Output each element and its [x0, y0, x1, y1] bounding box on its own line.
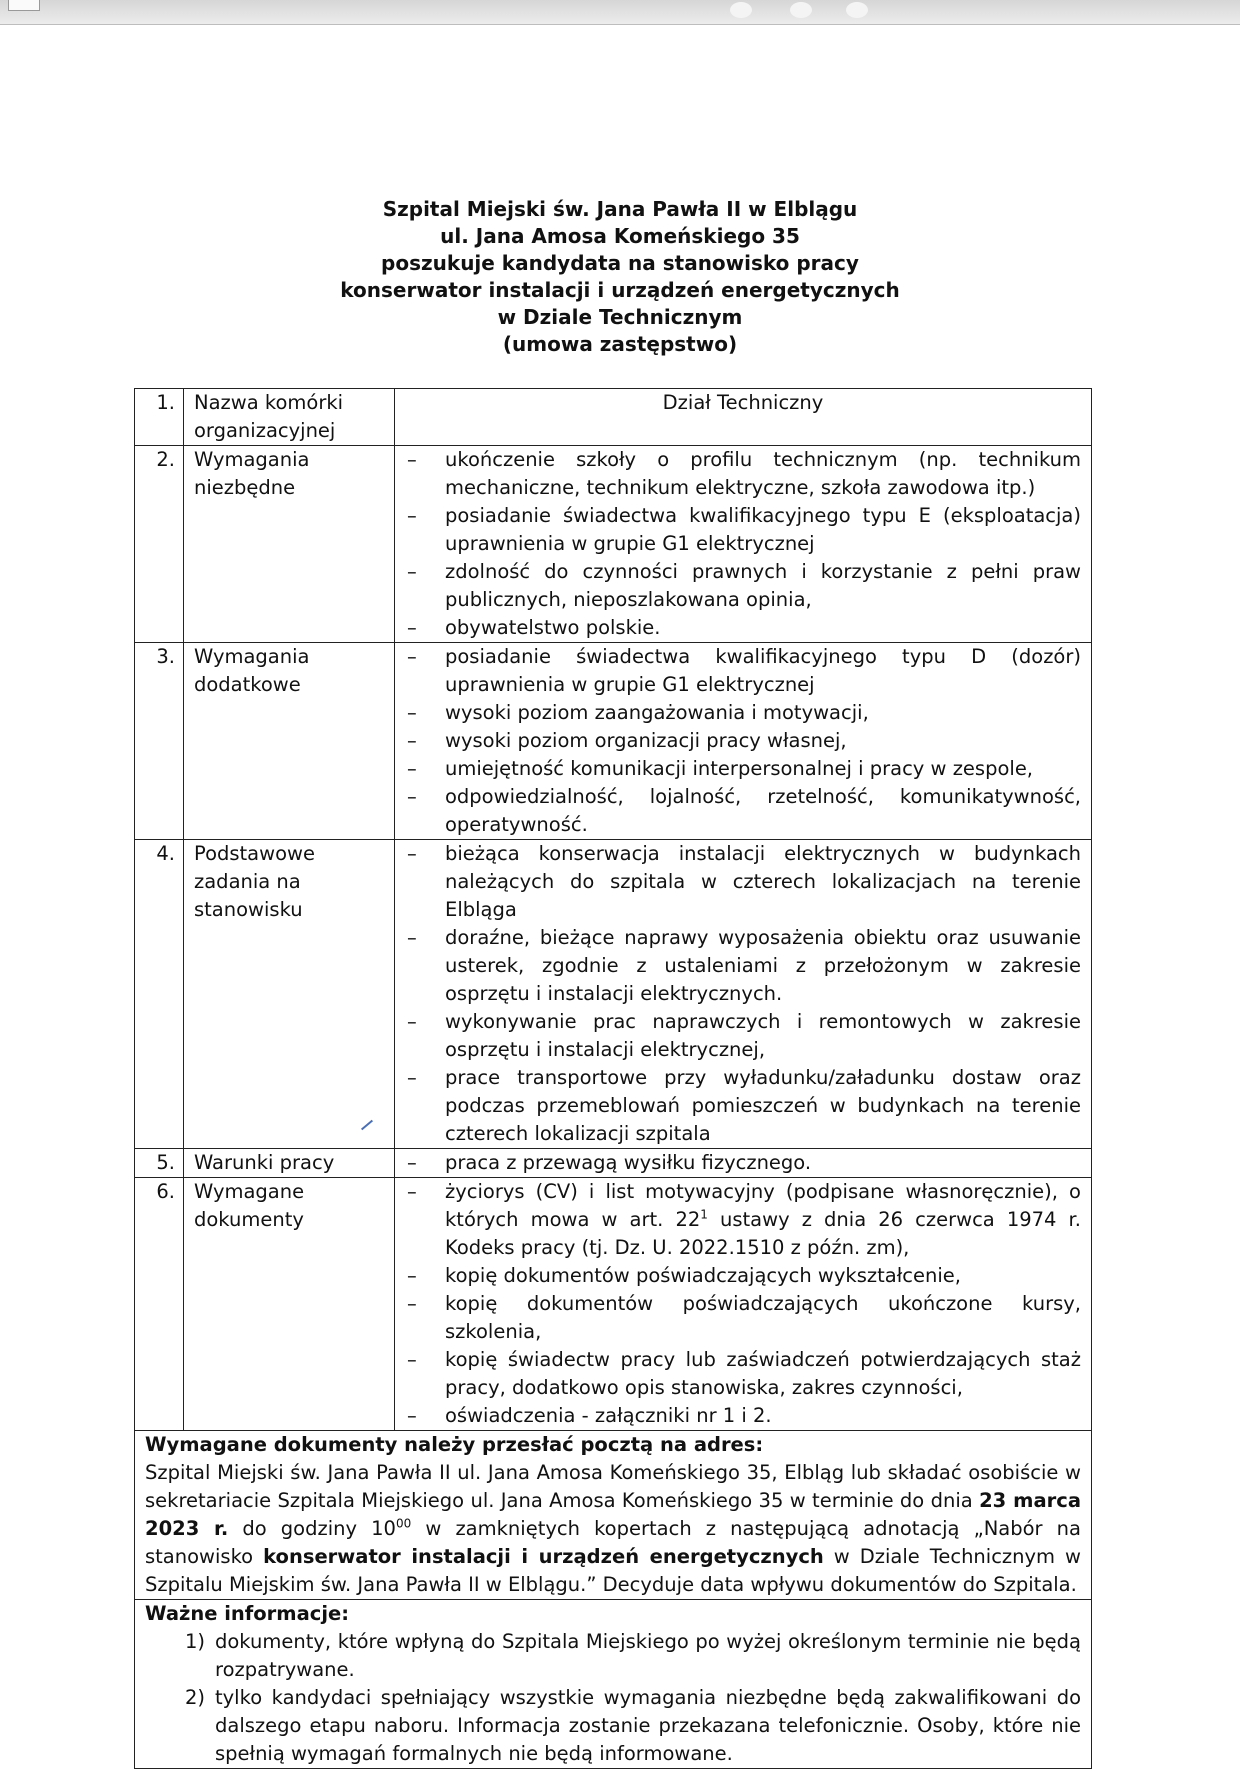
time-superscript: 00	[395, 1516, 412, 1531]
list-item	[405, 1178, 1081, 1262]
document-header	[160, 196, 1080, 358]
scan-notch	[790, 2, 812, 18]
list-item: – umiejętność komunikacji interpersonalnej i pracy w zespole,	[405, 755, 1081, 783]
row-label: Podstawowe zadania na stanowisku	[184, 840, 395, 1149]
scan-notch	[730, 2, 752, 18]
department-value: Dział Techniczny	[395, 389, 1092, 446]
row-label: Wymagania dodatkowe	[184, 643, 395, 840]
header-position: konserwator instalacji i urządzeń energetycznych	[340, 278, 900, 302]
list-item	[185, 1684, 1081, 1768]
scanner-edge	[0, 0, 1240, 25]
scan-notch	[846, 2, 868, 18]
table-row	[135, 643, 1092, 840]
list-item: – kopię dokumentów poświadczających wykształcenie,	[405, 1262, 1081, 1290]
row-number: 5.	[135, 1149, 184, 1178]
row-label: Nazwa komórki organizacyjnej	[184, 389, 395, 446]
table-row	[135, 1149, 1092, 1178]
list-item: – wykonywanie prac naprawczych i remontowych w zakresie osprzętu i instalacji elektrycznej,	[405, 1008, 1081, 1064]
deadline-date: 23 marca 2023 r.	[145, 1489, 1081, 1540]
info-list	[145, 1628, 1081, 1768]
header-department: w Dziale Technicznym	[497, 305, 743, 329]
list-item: – bieżąca konserwacja instalacji elektrycznych w budynkach należących do szpitala w czterech lokalizacjach na terenie Elbląga	[405, 840, 1081, 924]
documents-list	[405, 1178, 1081, 1430]
list-item: – posiadanie świadectwa kwalifikacyjnego typu E (eksploatacja) uprawnienia w grupie G1 elektrycznej	[405, 502, 1081, 558]
table-row	[135, 840, 1092, 1149]
row-number: 6.	[135, 1178, 184, 1431]
submission-text-part: Szpital Miejski św. Jana Pawła II ul. Jana Amosa Komeńskiego 35, Elbląg lub składać osobiście w sekretariacie Szpitala Miejskiego ul. Jana Amosa Komeńskiego 35 w terminie do dnia	[145, 1461, 1081, 1512]
item-text: dokumenty, które wpłyną do Szpitala Miejskiego po wyżej określonym terminie nie będą rozpatrywane.	[215, 1630, 1081, 1681]
list-item: – ukończenie szkoły o profilu technicznym (np. technikum mechaniczne, technikum elektryczne, szkoła zawodowa itp.)	[405, 446, 1081, 502]
info-heading: Ważne informacje:	[145, 1602, 350, 1625]
row-number: 1.	[135, 389, 184, 446]
header-contract: (umowa zastępstwo)	[502, 332, 738, 356]
row-label: Warunki pracy	[184, 1149, 395, 1178]
submission-text-part: do godziny 10	[228, 1517, 396, 1540]
cv-text: życiorys (CV) i list motywacyjny (podpisane własnoręcznie), o których mowa w art. 22	[445, 1180, 1081, 1231]
list-item: – posiadanie świadectwa kwalifikacyjnego typu D (dozór) uprawnienia w grupie G1 elektrycznej	[405, 643, 1081, 699]
list-item: – kopię dokumentów poświadczających ukończone kursy, szkolenia,	[405, 1290, 1081, 1346]
list-item: – prace transportowe przy wyładunku/załadunku dostaw oraz podczas przemeblowań pomieszczeń w budynkach na terenie czterech lokalizacji szpitala	[405, 1064, 1081, 1148]
position-name: konserwator instalacji i urządzeń energetycznych	[263, 1545, 824, 1568]
required-list	[405, 446, 1081, 642]
submission-text-part: w Dziale Technicznym w Szpitalu Miejskim św. Jana Pawła II w Elblągu.” Decyduje data wpływu dokumentów do Szpitala.	[145, 1545, 1082, 1596]
list-item: – zdolność do czynności prawnych i korzystanie z pełni praw publicznych, nieposzlakowana opinia,	[405, 558, 1081, 614]
list-item: – praca z przewagą wysiłku fizycznego.	[405, 1149, 1081, 1177]
table-row	[135, 1178, 1092, 1431]
list-item	[185, 1628, 1081, 1684]
header-hospital-name: Szpital Miejski św. Jana Pawła II w Elblągu	[382, 197, 858, 221]
list-item: – doraźne, bieżące naprawy wyposażenia obiektu oraz usuwanie usterek, zgodnie z ustaleniami z przełożonym w zakresie osprzętu i instalacji elektrycznych.	[405, 924, 1081, 1008]
table-row	[135, 389, 1092, 446]
item-number: 1)	[185, 1630, 206, 1653]
job-offer-table	[134, 388, 1092, 1769]
article-superscript: 1	[700, 1207, 708, 1222]
table-row	[135, 1431, 1092, 1600]
row-number: 2.	[135, 446, 184, 643]
tasks-list	[405, 840, 1081, 1148]
additional-list	[405, 643, 1081, 839]
row-label: Wymagania niezbędne	[184, 446, 395, 643]
header-address: ul. Jana Amosa Komeńskiego 35	[440, 224, 800, 248]
cv-text-cont: ustawy z dnia 26 czerwca 1974 r. Kodeks pracy (tj. Dz. U. 2022.1510 z późn. zm),	[445, 1208, 1081, 1259]
info-section	[135, 1600, 1092, 1769]
conditions-list	[405, 1149, 1081, 1177]
list-item: – obywatelstwo polskie.	[405, 614, 1081, 642]
scan-corner	[8, 0, 40, 11]
submission-section	[135, 1431, 1092, 1600]
list-item: – odpowiedzialność, lojalność, rzetelność, komunikatywność, operatywność.	[405, 783, 1081, 839]
list-item: – kopię świadectw pracy lub zaświadczeń potwierdzających staż pracy, dodatkowo opis stanowiska, zakres czynności,	[405, 1346, 1081, 1402]
row-number: 4.	[135, 840, 184, 1149]
table-row	[135, 1600, 1092, 1769]
list-item: – wysoki poziom organizacji pracy własnej,	[405, 727, 1081, 755]
table-row	[135, 446, 1092, 643]
header-seeking: poszukuje kandydata na stanowisko pracy	[381, 251, 859, 275]
list-item: – wysoki poziom zaangażowania i motywacji,	[405, 699, 1081, 727]
row-label: Wymagane dokumenty	[184, 1178, 395, 1431]
submission-text-part: w zamkniętych kopertach z następującą adnotacją „Nabór na stanowisko	[145, 1517, 1081, 1568]
list-item: – oświadczenia - załączniki nr 1 i 2.	[405, 1402, 1081, 1430]
row-number: 3.	[135, 643, 184, 840]
submission-text	[145, 1459, 1081, 1599]
item-number: 2)	[185, 1686, 206, 1709]
submission-heading: Wymagane dokumenty należy przesłać pocztą na adres:	[145, 1433, 764, 1456]
item-text: tylko kandydaci spełniający wszystkie wymagania niezbędne będą zakwalifikowani do dalszego etapu naboru. Informacja zostanie przekazana telefonicznie. Osoby, które nie spełnią wymagań formalnych nie będą informowane.	[215, 1686, 1081, 1765]
